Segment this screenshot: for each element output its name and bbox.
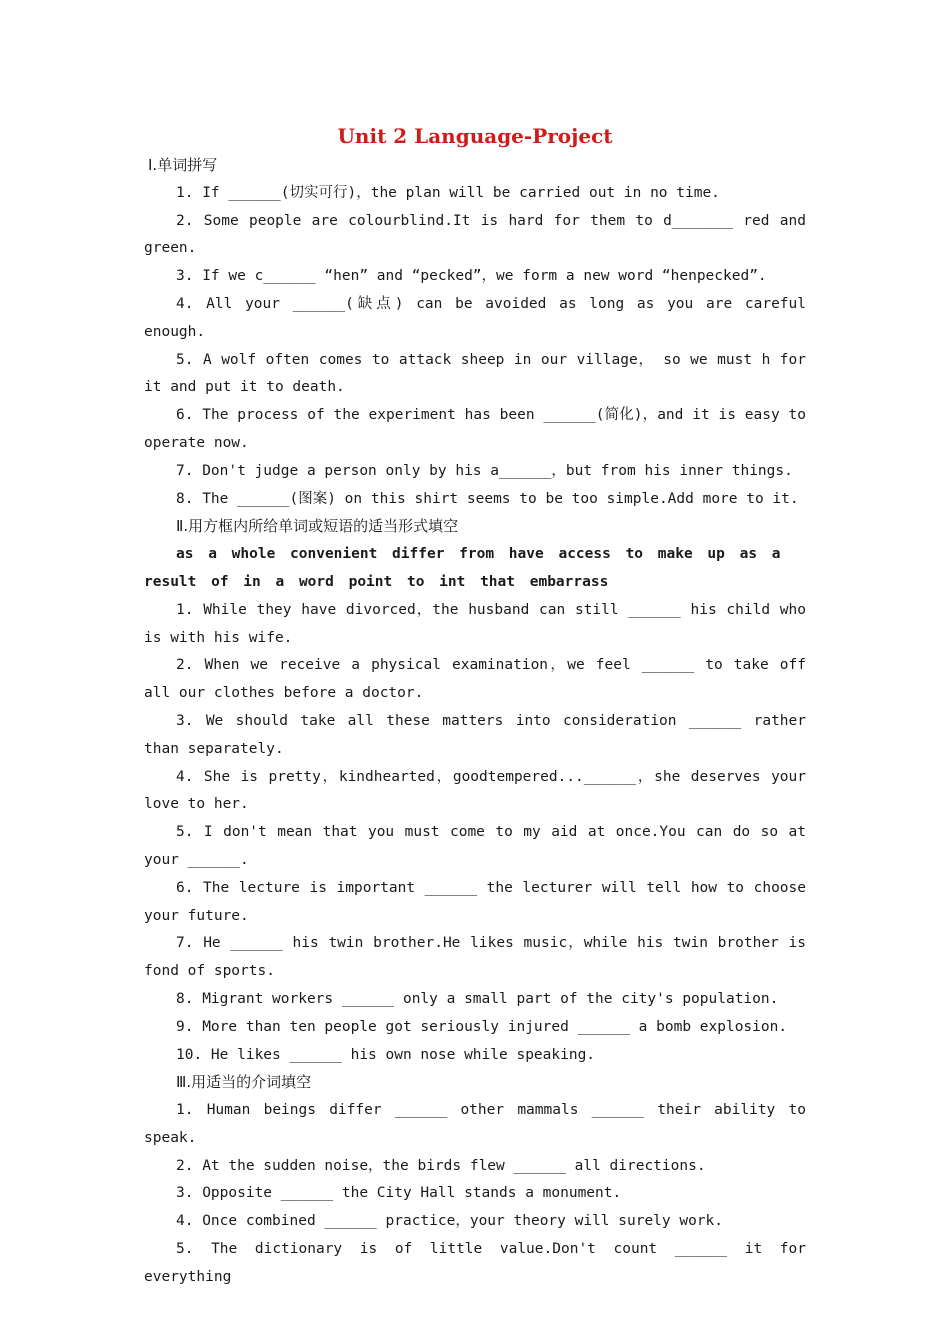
list-item: 2. At the sudden noise，the birds flew ______ all directions. bbox=[176, 1157, 706, 1174]
list-item: 8. The ______(图案) on this shirt seems to be too simple.Add more to it. bbox=[176, 490, 799, 507]
worksheet-page bbox=[144, 120, 806, 1292]
list-item: 7. He ______ his twin brother.He likes music，while his twin brother is fond of sports. bbox=[144, 935, 806, 980]
list-item: 9. More than ten people got seriously injured ______ a bomb explosion. bbox=[176, 1018, 788, 1035]
list-item: 2. Some people are colourblind.It is hard for them to d_______ red and green. bbox=[144, 212, 806, 257]
list-item: 3. Opposite ______ the City Hall stands a monument. bbox=[176, 1185, 622, 1202]
list-item: 2. When we receive a physical examination，we feel ______ to take off all our clothes before a doctor. bbox=[144, 657, 806, 702]
list-item: 5. A wolf often comes to attack sheep in our village， so we must h for it and put it to death. bbox=[144, 351, 806, 396]
word-box: as a whole convenient differ from have access to make up as a result of in a word point to int that embarrass bbox=[144, 546, 781, 590]
list-item: 5. The dictionary is of little value.Don't count ______ it for everything bbox=[144, 1241, 806, 1285]
spelling-list bbox=[144, 180, 806, 514]
list-item: 6. The process of the experiment has been ______(简化)，and it is easy to operate now. bbox=[144, 407, 806, 451]
list-item: 4. She is pretty，kindhearted，goodtempered...______，she deserves your love to her. bbox=[144, 768, 806, 813]
list-item: 1. Human beings differ ______ other mammals ______ their ability to speak. bbox=[144, 1102, 806, 1146]
list-item: 4. All your ______(缺点) can be avoided as long as you are careful enough. bbox=[144, 295, 806, 340]
section-heading-fill-in: Ⅱ.用方框内所给单词或短语的适当形式填空 bbox=[176, 517, 459, 536]
list-item: 4. Once combined ______ practice，your theory will surely work. bbox=[176, 1213, 724, 1230]
prepositions-list bbox=[144, 1097, 806, 1292]
page-title: Unit 2 Language-Project bbox=[337, 124, 613, 148]
list-item: 8. Migrant workers ______ only a small part of the city's population. bbox=[176, 990, 779, 1007]
list-item: 10. He likes ______ his own nose while speaking. bbox=[176, 1046, 596, 1063]
list-item: 7. Don't judge a person only by his a______，but from his inner things. bbox=[176, 462, 793, 479]
fill-in-list bbox=[144, 597, 806, 1070]
list-item: 1. While they have divorced，the husband can still ______ his child who is with his wife. bbox=[144, 601, 806, 646]
list-item: 5. I don't mean that you must come to my aid at once.You can do so at your ______. bbox=[144, 824, 806, 868]
list-item: 1. If ______(切实可行)，the plan will be carried out in no time. bbox=[176, 184, 720, 201]
list-item: 3. If we c______ “hen” and “pecked”，we form a new word “henpecked”. bbox=[176, 268, 767, 285]
section-heading-prepositions: Ⅲ.用适当的介词填空 bbox=[176, 1073, 312, 1092]
section-heading-spelling: Ⅰ.单词拼写 bbox=[148, 156, 218, 174]
list-item: 6. The lecture is important ______ the lecturer will tell how to choose your future. bbox=[144, 879, 806, 924]
list-item: 3. We should take all these matters into consideration ______ rather than separately. bbox=[144, 712, 806, 757]
